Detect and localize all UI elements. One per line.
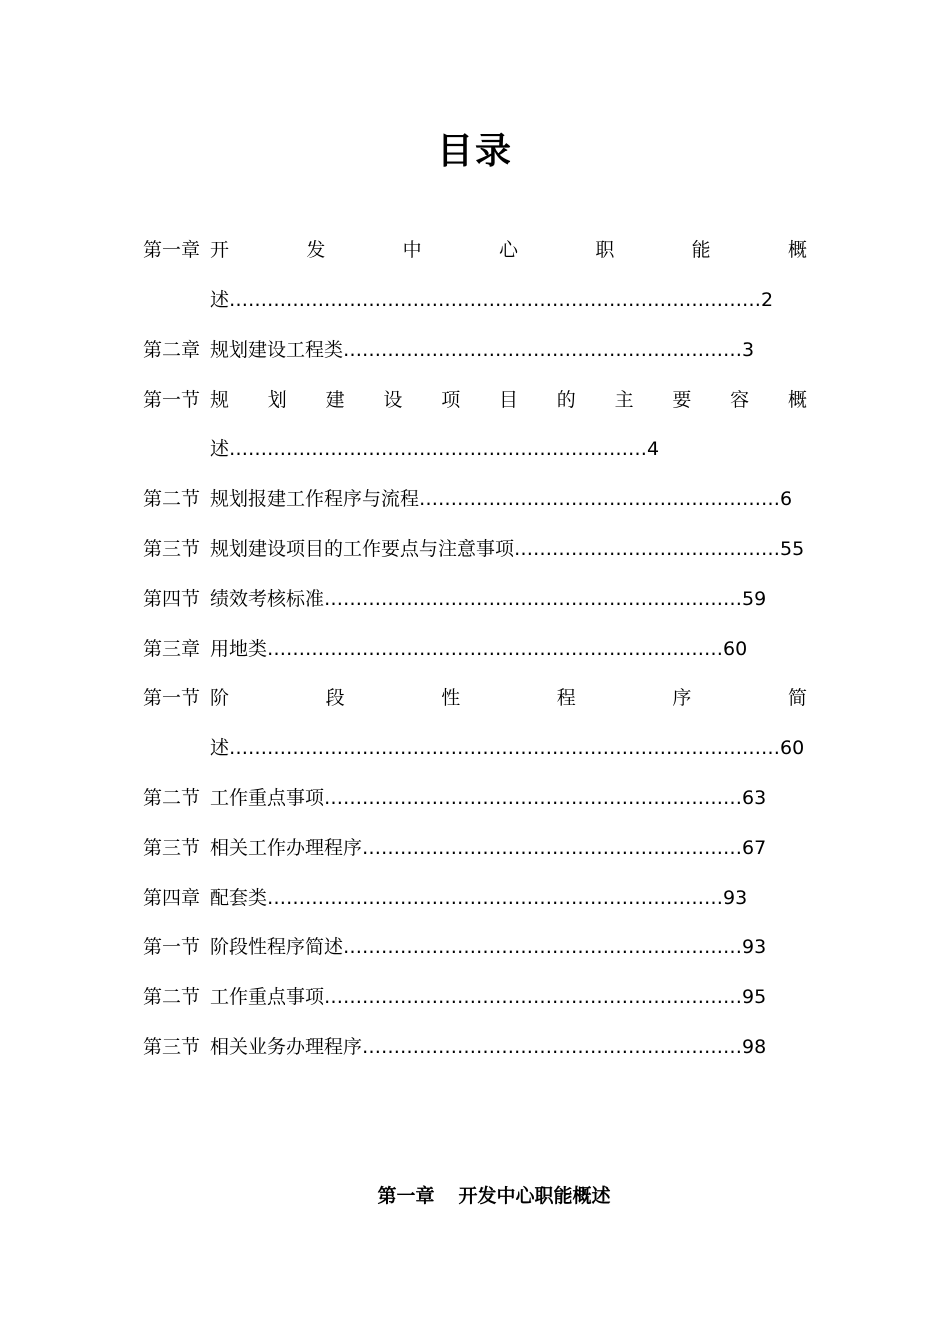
toc-entry-text: 阶段性程序简述 [210,936,344,958]
toc-char: 项 [441,389,461,411]
toc-entry-label: 第一节 [143,389,201,411]
toc-entry-text: 工作重点事项 [210,986,325,1008]
toc-entry-text: 配套类 [210,887,268,909]
toc-leader-dots: …………………………………………………… [362,1036,743,1058]
toc-char: 序 [672,687,692,709]
toc-leader-dots: ……………………………………………………… [343,936,743,958]
toc-char: 简 [787,687,807,709]
toc-entry-label: 第二节 [143,787,201,809]
toc-leader-dots: ………………………………………………… [419,488,781,510]
chapter-label: 第一章 [377,1185,435,1207]
toc-entry-label: 第三章 [143,638,201,660]
toc-entry-text: 工作重点事项 [210,787,325,809]
chapter-heading [0,1183,950,1209]
toc-char: 概 [787,389,807,411]
toc-entry-text: 规划建设项目的工作要点与注意事项 [210,538,515,560]
toc-entry-label: 第二章 [143,339,201,361]
toc-entry-label: 第三节 [143,1036,201,1058]
toc-leader-dots: ………………………………………………………… [324,787,743,809]
toc-entry-text: 述 [210,289,230,311]
toc-char: 概 [787,239,807,261]
toc-entry-text: 规划建设工程类 [210,339,344,361]
toc-entry-label: 第三节 [143,538,201,560]
toc-page-number: 2 [761,289,774,311]
toc-char: 阶 [210,687,230,709]
toc-entry[interactable] [143,387,210,413]
toc-entry-text: 用地类 [210,638,268,660]
toc-leader-dots: ………………………………………………………… [229,438,648,460]
toc-entry[interactable] [143,984,766,1010]
toc-entry-label: 第四节 [143,588,201,610]
toc-entry[interactable] [143,337,754,363]
toc-page-number: 60 [723,638,748,660]
toc-entry-text: 相关业务办理程序 [210,1036,363,1058]
toc-leader-dots: ……………………………………………………… [343,339,743,361]
toc-entry-continuation [210,287,773,313]
toc-page-number: 4 [647,438,660,460]
toc-char: 性 [441,687,461,709]
toc-char: 目 [498,389,518,411]
toc-page-number: 3 [742,339,755,361]
toc-entry-text: 规划报建工作程序与流程 [210,488,420,510]
toc-entry-label: 第四章 [143,887,201,909]
toc-entry[interactable] [143,785,766,811]
toc-entry-label: 第二节 [143,986,201,1008]
toc-page-number: 55 [780,538,805,560]
toc-entry-text: 绩效考核标准 [210,588,325,610]
toc-entry[interactable] [143,536,804,562]
toc-entry[interactable] [143,685,210,711]
toc-page-number: 95 [742,986,767,1008]
toc-entry-continuation [210,436,659,462]
toc-char: 发 [306,239,326,261]
toc-char: 程 [556,687,576,709]
toc-char: 划 [267,389,287,411]
toc-leader-dots: ………………………………………………………… [324,588,743,610]
toc-leader-dots: …………………………………………………………………………… [229,737,781,759]
toc-entry-spread-text [210,685,807,711]
toc-char: 设 [383,389,403,411]
toc-page-number: 59 [742,588,767,610]
toc-entry-spread-text [210,237,807,263]
toc-leader-dots: …………………………………… [514,538,781,560]
toc-entry-label: 第一节 [143,936,201,958]
toc-entry[interactable] [143,835,766,861]
toc-entry-continuation [210,735,804,761]
toc-char: 要 [672,389,692,411]
toc-char: 规 [210,389,230,411]
toc-char: 容 [730,389,750,411]
toc-page-number: 67 [742,837,767,859]
toc-entry[interactable] [143,636,747,662]
toc-char: 段 [325,687,345,709]
toc-char: 能 [691,239,711,261]
toc-entry[interactable] [143,486,792,512]
toc-entry-label: 第一章 [143,239,201,261]
toc-entry[interactable] [143,934,766,960]
toc-entry-text: 述 [210,737,230,759]
toc-char: 开 [210,239,230,261]
toc-leader-dots: …………………………………………………… [362,837,743,859]
toc-title: 目录 [436,131,513,172]
toc-page-number: 93 [723,887,748,909]
toc-entry-label: 第三节 [143,837,201,859]
toc-char: 主 [614,389,634,411]
toc-entry[interactable] [143,237,210,263]
toc-entry[interactable] [143,1034,766,1060]
toc-char: 中 [402,239,422,261]
toc-page-number: 63 [742,787,767,809]
toc-leader-dots: ………………………………………………………………………… [229,289,762,311]
toc-entry-label: 第一节 [143,687,201,709]
chapter-title: 开发中心职能概述 [458,1185,611,1207]
toc-entry-spread-text [210,387,807,413]
toc-leader-dots: ………………………………………………………… [324,986,743,1008]
toc-entry[interactable] [143,885,747,911]
toc-entry-label: 第二节 [143,488,201,510]
toc-char: 心 [498,239,518,261]
toc-page-number: 60 [780,737,805,759]
toc-leader-dots: ……………………………………………………………… [267,638,724,660]
toc-entry[interactable] [143,586,766,612]
toc-char: 建 [325,389,345,411]
toc-entry-text: 述 [210,438,230,460]
toc-page-number: 6 [780,488,793,510]
toc-char: 的 [556,389,576,411]
toc-leader-dots: ……………………………………………………………… [267,887,724,909]
toc-char: 职 [595,239,615,261]
toc-page-number: 98 [742,1036,767,1058]
toc-entry-text: 相关工作办理程序 [210,837,363,859]
toc-page-number: 93 [742,936,767,958]
